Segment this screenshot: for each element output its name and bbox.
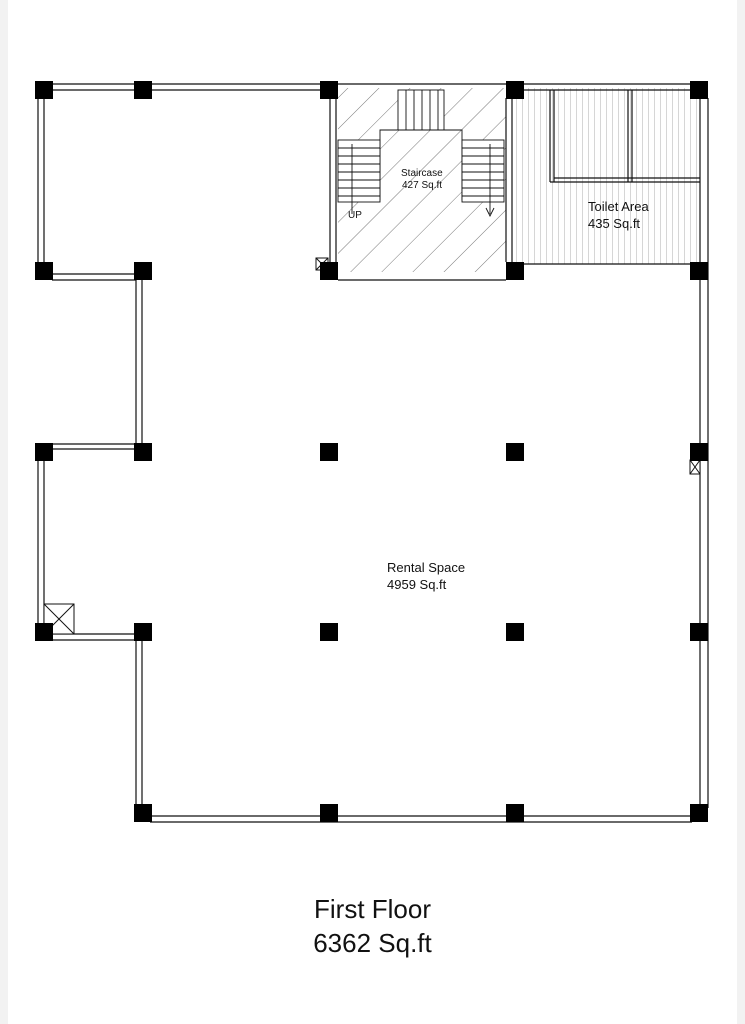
staircase-area: 427 Sq.ft: [402, 180, 443, 191]
rental-name: Rental Space: [387, 560, 466, 575]
floor-total-area: 6362 Sq.ft: [313, 928, 432, 958]
toilet-name: Toilet Area: [588, 199, 649, 214]
toilet-hatch: [512, 88, 698, 264]
floor-caption: [0, 892, 745, 960]
rental-area: 4959 Sq.ft: [387, 577, 447, 592]
toilet-area: 435 Sq.ft: [588, 216, 641, 231]
staircase-name: Staircase: [401, 168, 443, 179]
floor-title: First Floor: [314, 894, 431, 924]
stair-up-label: UP: [348, 210, 362, 221]
